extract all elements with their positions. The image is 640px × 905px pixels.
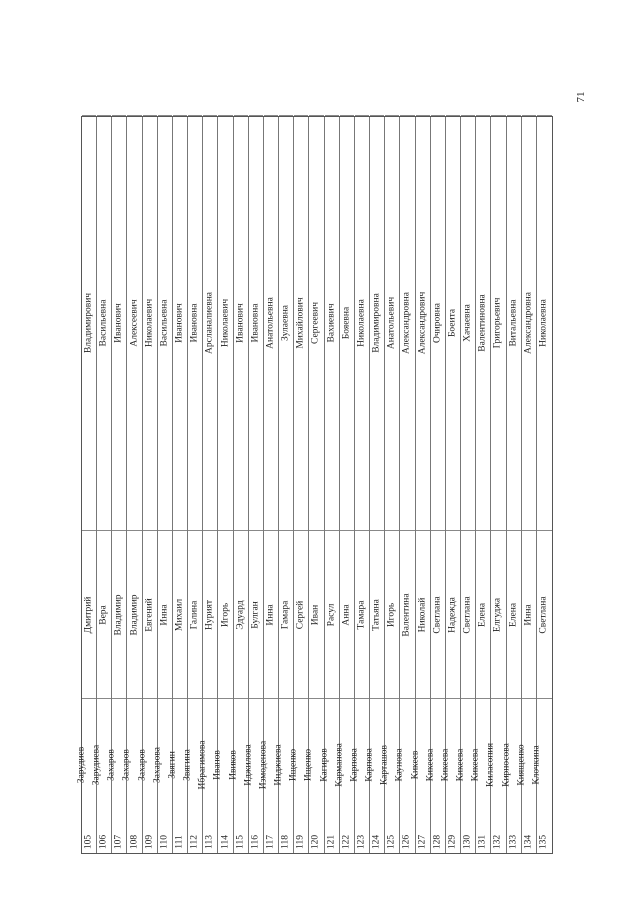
surname-cell-text: Карманова [334, 743, 345, 787]
first-name-cell [249, 530, 263, 698]
first-name-cell [188, 530, 202, 698]
row-number [173, 831, 187, 853]
patronymic-cell-text: Витальевна [508, 299, 519, 347]
surname-cell-text: Кикеева [440, 748, 451, 782]
patronymic-cell-text: Иванович [235, 303, 246, 343]
row-number [218, 831, 232, 853]
first-name-cell-text: Владимир [129, 593, 140, 636]
patronymic-cell-text: Владимировна [371, 293, 382, 353]
surname-cell-text: Иванов [212, 750, 223, 780]
patronymic-cell [446, 115, 460, 530]
table-row [516, 117, 537, 853]
row-number-text: 121 [326, 834, 337, 850]
row-number [97, 831, 111, 853]
surname-cell-text: Ищенко [288, 748, 299, 782]
first-name-cell-text: Вера [98, 604, 109, 625]
patronymic-cell [355, 115, 369, 530]
row-number-text: 128 [432, 834, 443, 850]
surname-cell-text: Захаров [121, 749, 132, 781]
first-name-cell [218, 530, 232, 698]
row-number [355, 831, 369, 853]
row-number [507, 831, 521, 853]
patronymic-cell [203, 115, 217, 530]
patronymic-cell-text: Вахиевич [326, 303, 337, 343]
first-name-cell-text: Галина [189, 600, 200, 629]
row-number [249, 831, 263, 853]
first-name-cell-text: Расул [326, 603, 337, 626]
row-number-text: 116 [250, 835, 261, 849]
patronymic-cell [370, 115, 384, 530]
first-name-cell [340, 530, 354, 698]
patronymic-cell-text: Хачаевна [462, 304, 473, 342]
first-name-cell [461, 530, 475, 698]
patronymic-cell [400, 115, 414, 530]
first-name-cell-text: Сергей [295, 600, 306, 629]
first-name-cell-text: Инна [265, 603, 276, 626]
surname-cell-text: Ищенко [303, 748, 314, 782]
first-name-cell [476, 530, 490, 698]
surname-cell-text: Карпова [349, 748, 360, 782]
row-number-text: 110 [159, 835, 170, 849]
surname-cell-text: Зарудиева [91, 744, 102, 786]
patronymic-cell-text: Николаевич [220, 298, 231, 348]
row-number-text: 112 [189, 835, 200, 849]
table-row [440, 117, 461, 853]
patronymic-cell [218, 115, 232, 530]
patronymic-cell [82, 115, 96, 530]
surname-cell-text: Клочкина [531, 745, 542, 785]
first-name-cell [491, 530, 505, 698]
first-name-cell [234, 530, 248, 698]
surname-cell-text: Кирносова [501, 743, 512, 787]
row-number-text: 109 [144, 834, 155, 850]
first-name-cell-text: Валентина [401, 592, 412, 637]
patronymic-cell [476, 115, 490, 530]
first-name-cell [264, 530, 278, 698]
first-name-cell [325, 530, 339, 698]
surname-cell-text: Захаров [106, 749, 117, 781]
surname-cell-text: Каунова [394, 748, 405, 782]
first-name-cell-text: Владимир [113, 593, 124, 636]
row-number-text: 132 [492, 834, 503, 850]
surname-cell-text: Зарудиев [76, 746, 87, 784]
row-number [234, 831, 248, 853]
table-row [379, 117, 400, 853]
row-number [400, 831, 414, 853]
patronymic-cell-text: Валентиновна [477, 294, 488, 352]
patronymic-cell [385, 115, 399, 530]
row-number [188, 831, 202, 853]
table-row [410, 117, 431, 853]
first-name-cell-text: Евгений [144, 597, 155, 632]
first-name-cell-text: Гамара [280, 600, 291, 629]
row-number [112, 831, 126, 853]
row-number-text: 135 [538, 834, 549, 850]
first-name-cell [173, 530, 187, 698]
row-number [325, 831, 339, 853]
page-number: 71 [575, 91, 587, 103]
patronymic-cell [309, 115, 323, 530]
row-number-text: 114 [220, 835, 231, 849]
row-number-text: 126 [401, 834, 412, 850]
patronymic-cell [491, 115, 505, 530]
row-number-text: 115 [235, 835, 246, 849]
row-number-text: 127 [417, 834, 428, 850]
surname-cell-text: Киященко [516, 744, 527, 786]
patronymic-cell-text: Ивановна [189, 303, 200, 343]
surname-cell-text: Кагиров [319, 748, 330, 782]
patronymic-cell [325, 115, 339, 530]
patronymic-cell [112, 115, 126, 530]
row-number-text: 120 [310, 834, 321, 850]
patronymic-cell-text: Александрович [417, 291, 428, 355]
row-number-text: 134 [523, 834, 534, 850]
patronymic-cell-text: Ивановна [250, 303, 261, 343]
row-number-text: 106 [98, 834, 109, 850]
patronymic-cell [537, 115, 552, 530]
table-row [531, 117, 552, 853]
row-number [340, 831, 354, 853]
patronymic-cell [340, 115, 354, 530]
patronymic-cell [234, 115, 248, 530]
first-name-cell [97, 530, 111, 698]
first-name-cell-text: Светлана [538, 595, 549, 634]
first-name-cell-text: Нурият [204, 599, 215, 630]
table-row [394, 117, 415, 853]
patronymic-cell-text: Васильевна [98, 299, 109, 347]
row-number [522, 831, 536, 853]
patronymic-cell-text: Анатольевна [265, 297, 276, 349]
row-number [127, 831, 141, 853]
table-row [167, 117, 188, 853]
table-row [137, 117, 158, 853]
surname-cell-text: Звягина [182, 749, 193, 781]
first-name-cell-text: Игорь [220, 602, 231, 627]
first-name-cell [522, 530, 536, 698]
patronymic-cell-text: Арсланалиевна [204, 292, 215, 354]
patronymic-cell-text: Васильевна [159, 299, 170, 347]
surname-cell-text: Карпова [364, 748, 375, 782]
row-number-text: 118 [280, 835, 291, 849]
table-row [288, 117, 309, 853]
table-row [364, 117, 385, 853]
row-number-text: 108 [129, 834, 140, 850]
row-number-text: 111 [174, 835, 185, 849]
table-row [197, 117, 218, 853]
row-number [294, 831, 308, 853]
table-row [212, 117, 233, 853]
surname-cell-text: Ивиков [228, 750, 239, 780]
patronymic-cell-text: Иванович [113, 303, 124, 343]
row-number-text: 117 [265, 835, 276, 849]
row-number [491, 831, 505, 853]
table-row [501, 117, 522, 853]
first-name-cell-text: Эдуард [235, 599, 246, 630]
first-name-cell [279, 530, 293, 698]
patronymic-cell [158, 115, 172, 530]
patronymic-cell [522, 115, 536, 530]
surname-cell-text: Иджилова [243, 744, 254, 786]
row-number-text: 113 [204, 835, 215, 849]
row-number [416, 831, 430, 853]
table-row [152, 117, 173, 853]
table-row [273, 117, 294, 853]
patronymic-cell [97, 115, 111, 530]
table-row [228, 117, 249, 853]
first-name-cell [446, 530, 460, 698]
table-row [425, 117, 446, 853]
first-name-cell [370, 530, 384, 698]
first-name-cell-text: Иван [310, 604, 321, 625]
table-row [91, 117, 112, 853]
patronymic-cell-text: Анатольевич [386, 296, 397, 350]
patronymic-cell [507, 115, 521, 530]
row-number-text: 130 [462, 834, 473, 850]
patronymic-cell-text: Николаевич [144, 298, 155, 348]
row-number [264, 831, 278, 853]
row-number-text: 125 [386, 834, 397, 850]
patronymic-cell-text: Зулаевна [280, 304, 291, 342]
row-number [537, 831, 552, 853]
row-number [279, 831, 293, 853]
patronymic-cell [249, 115, 263, 530]
patronymic-cell [431, 115, 445, 530]
row-number-text: 123 [356, 834, 367, 850]
first-name-cell [309, 530, 323, 698]
patronymic-cell-text: Сергеевич [310, 302, 321, 344]
first-name-cell [112, 530, 126, 698]
patronymic-cell-text: Николаевна [538, 299, 549, 347]
row-number-text: 105 [83, 834, 94, 850]
first-name-cell [143, 530, 157, 698]
first-name-cell [355, 530, 369, 698]
row-number-text: 124 [371, 834, 382, 850]
surname-cell-text: Кикеев [410, 750, 421, 780]
patronymic-cell [279, 115, 293, 530]
patronymic-cell [127, 115, 141, 530]
row-number [309, 831, 323, 853]
first-name-cell-text: Булган [250, 600, 261, 629]
first-name-cell [203, 530, 217, 698]
patronymic-cell [143, 115, 157, 530]
table-row [349, 117, 370, 853]
first-name-cell-text: Михаил [174, 598, 185, 631]
first-name-cell-text: Тамара [356, 600, 367, 629]
row-number [82, 831, 96, 853]
first-name-cell-text: Светлана [462, 595, 473, 634]
row-number [370, 831, 384, 853]
row-number-text: 133 [508, 834, 519, 850]
first-name-cell [158, 530, 172, 698]
surname-cell-text: Ибрагимова [197, 740, 208, 790]
surname-cell-text: Киласопия [485, 743, 496, 787]
table-row [76, 117, 97, 853]
patronymic-cell [416, 115, 430, 530]
patronymic-cell-text: Очировна [432, 302, 443, 344]
patronymic-cell-text: Михайлович [295, 297, 306, 349]
patronymic-cell [264, 115, 278, 530]
surname-cell-text: Кикеева [455, 748, 466, 782]
row-number-text: 119 [295, 835, 306, 849]
surname-cell-text: Инджиева [273, 744, 284, 786]
first-name-cell-text: Елена [508, 602, 519, 627]
first-name-cell [385, 530, 399, 698]
surname-cell-text: Измоденова [258, 740, 269, 790]
patronymic-cell-text: Николаевна [356, 299, 367, 347]
patronymic-cell-text: Бояевна [341, 306, 352, 340]
first-name-cell-text: Николай [417, 597, 428, 632]
table-row [258, 117, 279, 853]
first-name-cell-text: Татьяна [371, 598, 382, 631]
row-number [461, 831, 475, 853]
first-name-cell [127, 530, 141, 698]
patronymic-cell-text: Григорьевич [492, 297, 503, 349]
row-number [385, 831, 399, 853]
patronymic-cell-text: Иванович [174, 303, 185, 343]
first-name-cell-text: Елгуджа [492, 597, 503, 632]
surname-cell-text: Кикеева [470, 748, 481, 782]
first-name-cell [507, 530, 521, 698]
first-name-cell [82, 530, 96, 698]
first-name-cell [294, 530, 308, 698]
surname-cell-text: Карташов [379, 744, 390, 786]
row-number [476, 831, 490, 853]
row-number [431, 831, 445, 853]
row-number [203, 831, 217, 853]
row-number [446, 831, 460, 853]
row-number [143, 831, 157, 853]
patronymic-cell [461, 115, 475, 530]
records-table [76, 116, 553, 854]
patronymic-cell-text: Александровна [401, 292, 412, 354]
patronymic-cell [188, 115, 202, 530]
patronymic-cell-text: Боеита [447, 308, 458, 338]
first-name-cell [431, 530, 445, 698]
first-name-cell-text: Дмитрий [83, 596, 94, 633]
table-row [334, 117, 355, 853]
first-name-cell-text: Светлана [432, 595, 443, 634]
first-name-cell-text: Инна [159, 603, 170, 626]
first-name-cell [416, 530, 430, 698]
row-number-text: 131 [477, 834, 488, 850]
surname-cell-text: Захаров [137, 749, 148, 781]
first-name-cell [400, 530, 414, 698]
surname-cell-text: Кикеева [425, 748, 436, 782]
patronymic-cell [294, 115, 308, 530]
patronymic-cell-text: Алексеевич [129, 299, 140, 347]
row-number-text: 129 [447, 834, 458, 850]
row-number-text: 122 [341, 834, 352, 850]
first-name-cell [537, 530, 552, 698]
first-name-cell-text: Елена [477, 602, 488, 627]
row-number-text: 107 [113, 834, 124, 850]
table-row [106, 117, 127, 853]
patronymic-cell [173, 115, 187, 530]
patronymic-cell-text: Александровна [523, 292, 534, 354]
table-row [455, 117, 476, 853]
surname-cell-text: Захарова [152, 747, 163, 783]
surname-cell [531, 698, 552, 831]
table-row [303, 117, 324, 853]
first-name-cell-text: Надежда [447, 596, 458, 633]
first-name-cell-text: Игорь [386, 602, 397, 627]
first-name-cell-text: Анна [341, 603, 352, 626]
patronymic-cell-text: Владимирович [83, 292, 94, 354]
surname-cell-text: Звягин [167, 751, 178, 779]
row-number [158, 831, 172, 853]
first-name-cell-text: Инна [523, 603, 534, 626]
table-row [121, 117, 142, 853]
